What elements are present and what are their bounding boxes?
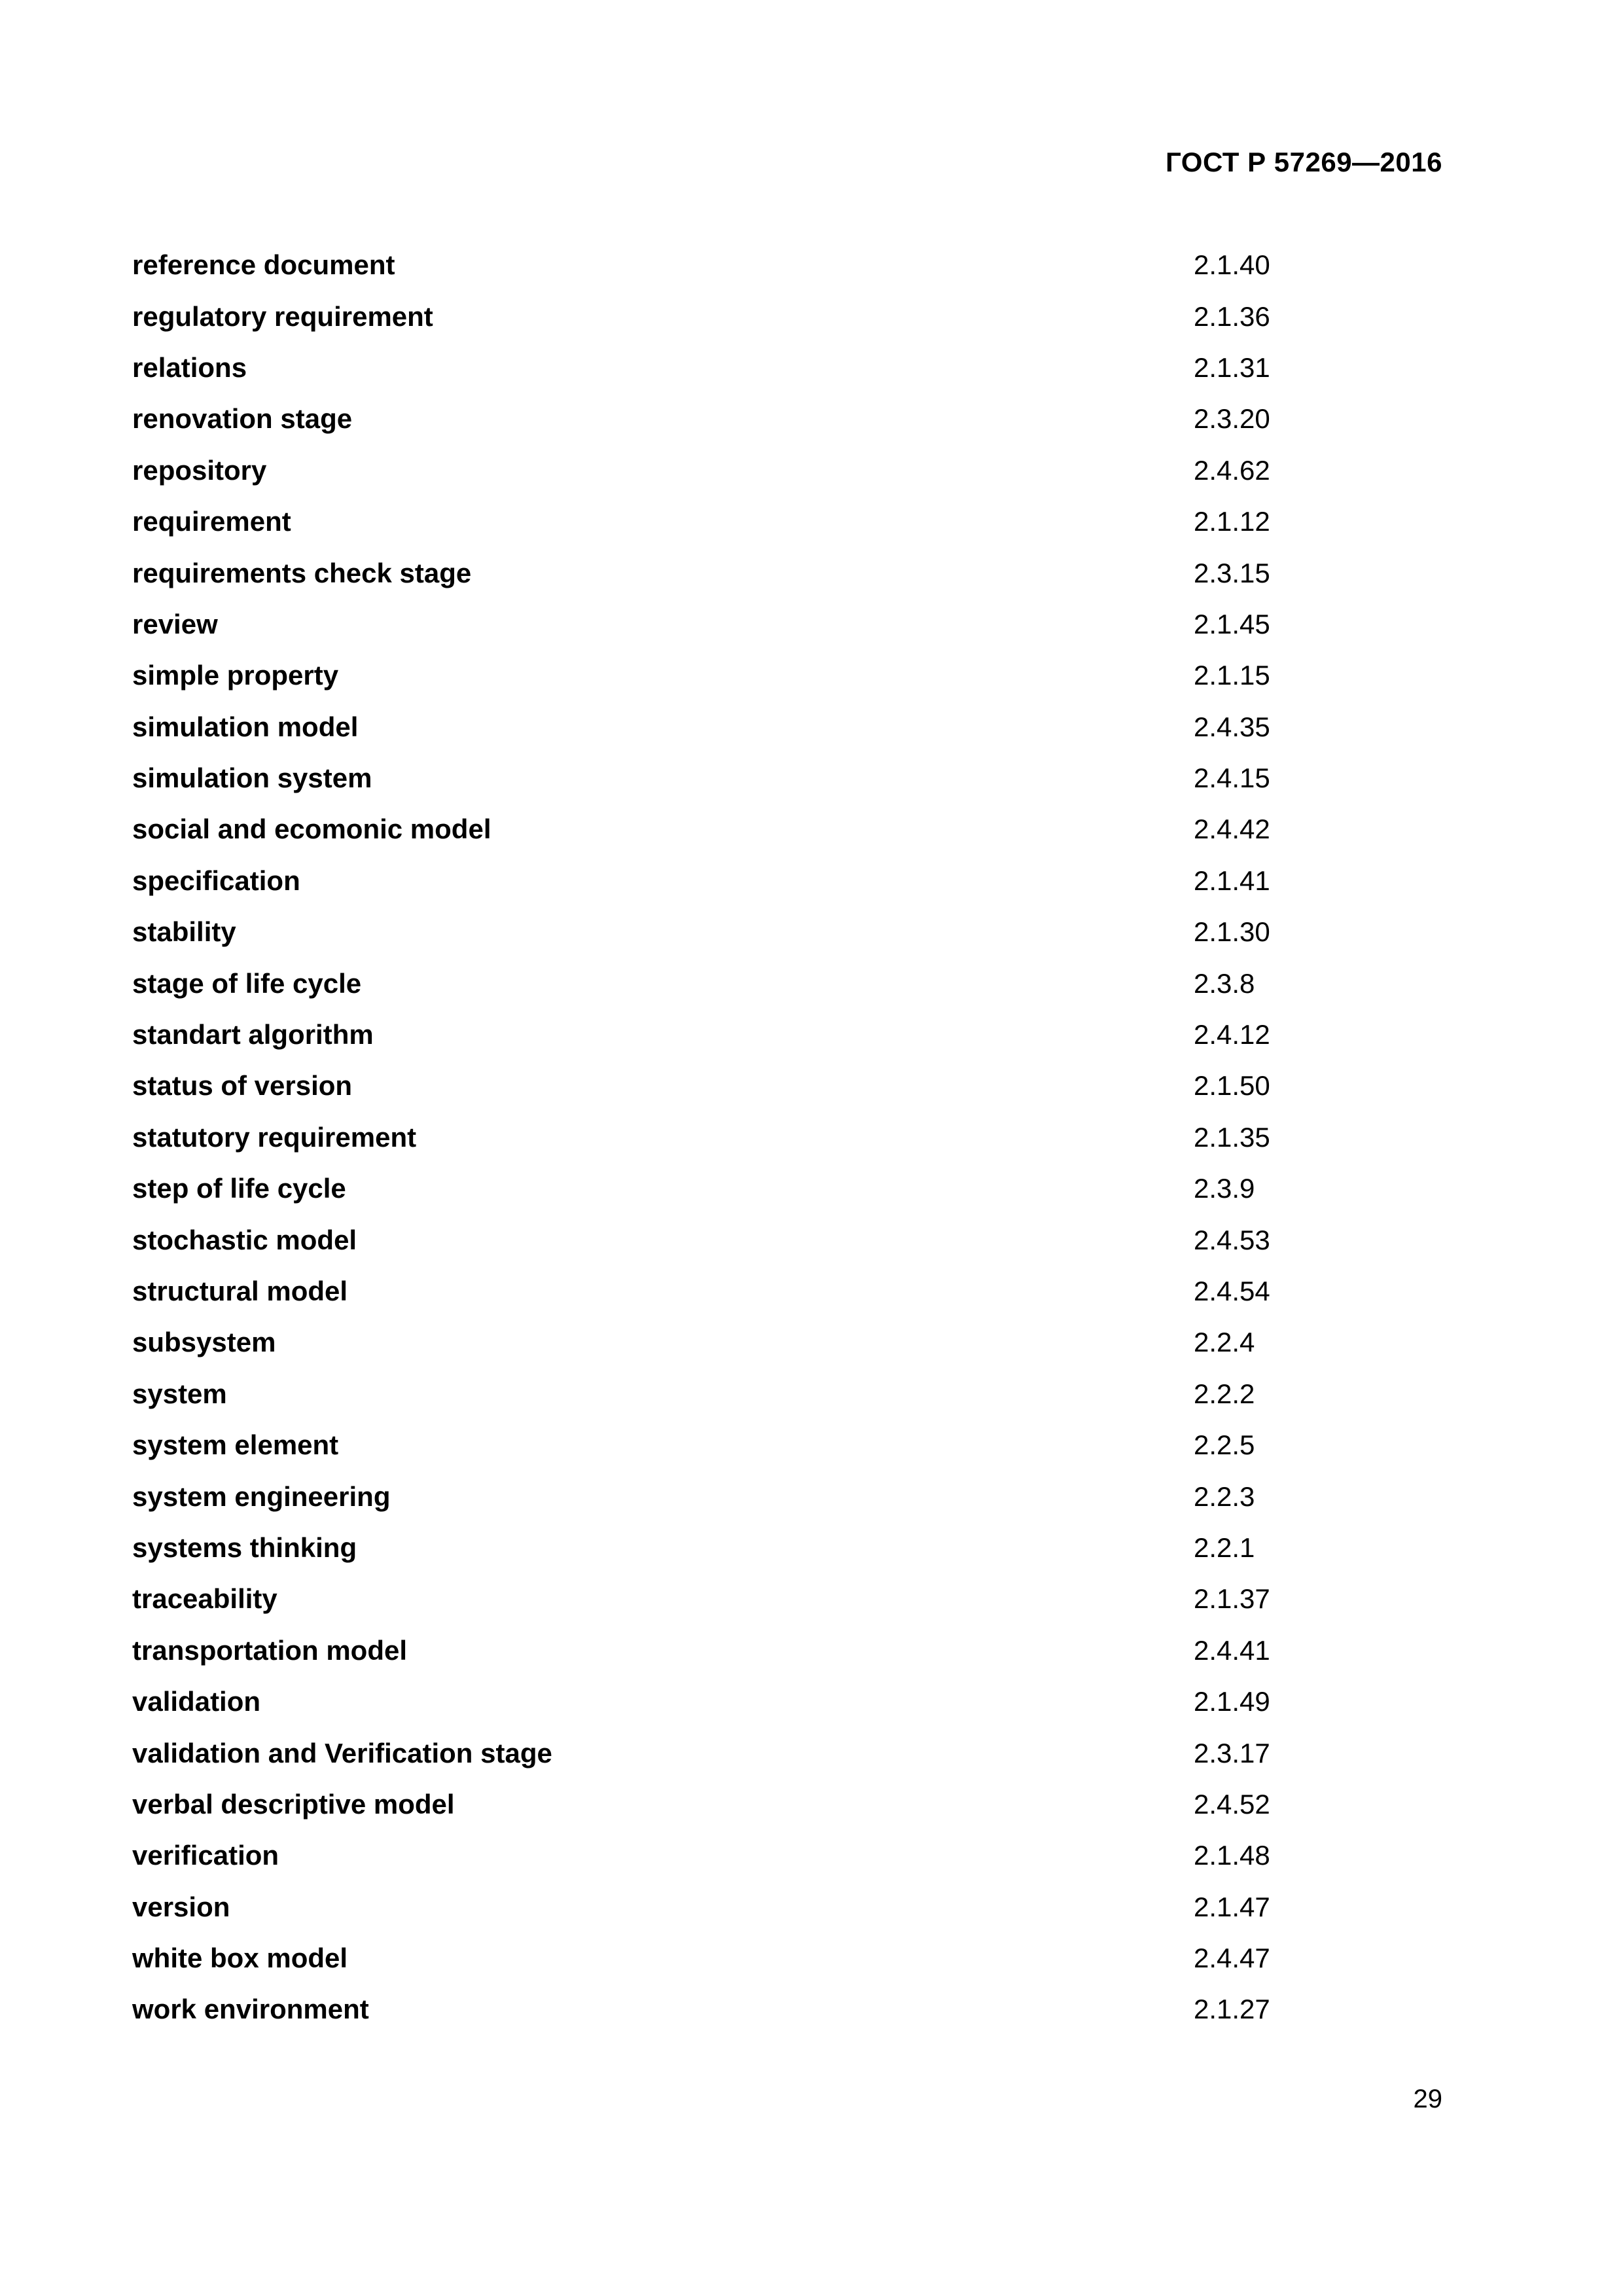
- index-term: stability: [132, 916, 236, 948]
- index-term: requirement: [132, 506, 291, 537]
- index-term: specification: [132, 865, 300, 896]
- index-ref: 2.3.20: [1194, 403, 1270, 435]
- index-term: social and ecomonic model: [132, 814, 491, 845]
- index-term: relations: [132, 351, 247, 383]
- index-ref: 2.4.15: [1194, 762, 1270, 794]
- index-row: [132, 1163, 1310, 1214]
- index-term: statutory requirement: [132, 1121, 417, 1153]
- index-term: subsystem: [132, 1327, 276, 1358]
- index-ref: 2.2.2: [1194, 1378, 1255, 1409]
- index-row: [132, 1009, 1310, 1060]
- index-ref: 2.1.35: [1194, 1121, 1270, 1153]
- index-ref: 2.2.4: [1194, 1327, 1255, 1358]
- index-row: [132, 342, 1310, 393]
- page-header-standard-id: ГОСТ Р 57269—2016: [1166, 147, 1442, 177]
- index-term: structural model: [132, 1276, 348, 1306]
- index-ref: 2.4.54: [1194, 1276, 1270, 1306]
- index-ref: 2.1.30: [1194, 916, 1270, 948]
- index-row: [132, 1266, 1310, 1317]
- index-term: review: [132, 608, 218, 639]
- index-term: work environment: [132, 1994, 369, 2025]
- index-ref: 2.1.37: [1194, 1583, 1270, 1615]
- index-row: [132, 547, 1310, 598]
- index-row: [132, 1573, 1310, 1624]
- index-term: renovation stage: [132, 403, 353, 435]
- index-term: stochastic model: [132, 1224, 357, 1255]
- index-row: [132, 1214, 1310, 1265]
- index-row: [132, 804, 1310, 855]
- index-ref: 2.2.5: [1194, 1429, 1255, 1461]
- index-ref: 2.1.48: [1194, 1840, 1270, 1871]
- index-term: verification: [132, 1840, 279, 1871]
- index-row: [132, 1317, 1310, 1368]
- index-row: [132, 855, 1310, 906]
- index-ref: 2.4.41: [1194, 1634, 1270, 1666]
- index-row: [132, 650, 1310, 701]
- index-ref: 2.1.36: [1194, 300, 1270, 332]
- index-row: [132, 1984, 1310, 2035]
- index-term: simple property: [132, 660, 339, 691]
- index-row: [132, 1369, 1310, 1420]
- index-row: [132, 1060, 1310, 1111]
- index-row: [132, 753, 1310, 804]
- index-term: repository: [132, 454, 267, 486]
- index-row: [132, 1830, 1310, 1881]
- index-term: reference document: [132, 249, 395, 281]
- index-term: validation: [132, 1686, 261, 1717]
- index-ref: 2.1.50: [1194, 1070, 1270, 1102]
- index-term: system: [132, 1378, 227, 1409]
- index-ref: 2.2.3: [1194, 1480, 1255, 1512]
- index-row: [132, 445, 1310, 496]
- index-ref: 2.1.45: [1194, 608, 1270, 639]
- index-ref: 2.1.40: [1194, 249, 1270, 281]
- index-ref: 2.3.15: [1194, 557, 1270, 588]
- index-row: [132, 1933, 1310, 1984]
- index-term: status of version: [132, 1070, 353, 1102]
- index-term: version: [132, 1891, 230, 1922]
- index-term: system engineering: [132, 1480, 391, 1512]
- index-ref: 2.4.52: [1194, 1788, 1270, 1820]
- index-ref: 2.1.47: [1194, 1891, 1270, 1922]
- index-row: [132, 393, 1310, 444]
- index-term: regulatory requirement: [132, 300, 433, 332]
- index-ref: 2.3.9: [1194, 1173, 1255, 1204]
- index-term: white box model: [132, 1943, 348, 1974]
- index-term: simulation system: [132, 762, 372, 794]
- index-ref: 2.1.15: [1194, 660, 1270, 691]
- index-row: [132, 599, 1310, 650]
- index-ref: 2.4.35: [1194, 711, 1270, 742]
- term-index-list: [132, 240, 1310, 2036]
- page-number: 29: [1413, 2085, 1442, 2113]
- index-ref: 2.4.12: [1194, 1019, 1270, 1050]
- index-row: [132, 1882, 1310, 1933]
- index-ref: 2.4.53: [1194, 1224, 1270, 1255]
- index-row: [132, 240, 1310, 291]
- index-term: verbal descriptive model: [132, 1788, 455, 1820]
- index-ref: 2.4.62: [1194, 454, 1270, 486]
- index-term: system element: [132, 1429, 339, 1461]
- index-row: [132, 1625, 1310, 1676]
- index-ref: 2.1.27: [1194, 1994, 1270, 2025]
- index-term: validation and Verification stage: [132, 1737, 552, 1768]
- index-ref: 2.1.41: [1194, 865, 1270, 896]
- index-row: [132, 1471, 1310, 1522]
- index-row: [132, 1676, 1310, 1727]
- index-ref: 2.3.17: [1194, 1737, 1270, 1768]
- index-row: [132, 1779, 1310, 1830]
- index-term: simulation model: [132, 711, 359, 742]
- index-ref: 2.3.8: [1194, 967, 1255, 999]
- index-ref: 2.2.1: [1194, 1532, 1255, 1563]
- index-row: [132, 906, 1310, 958]
- index-term: systems thinking: [132, 1532, 357, 1563]
- index-row: [132, 496, 1310, 547]
- index-ref: 2.1.49: [1194, 1686, 1270, 1717]
- index-row: [132, 958, 1310, 1009]
- index-term: transportation model: [132, 1634, 408, 1666]
- index-row: [132, 702, 1310, 753]
- index-term: traceability: [132, 1583, 277, 1615]
- index-ref: 2.1.31: [1194, 351, 1270, 383]
- index-ref: 2.4.42: [1194, 814, 1270, 845]
- index-row: [132, 291, 1310, 342]
- index-row: [132, 1522, 1310, 1573]
- index-row: [132, 1420, 1310, 1471]
- index-row: [132, 1727, 1310, 1778]
- index-ref: 2.4.47: [1194, 1943, 1270, 1974]
- index-ref: 2.1.12: [1194, 506, 1270, 537]
- index-term: stage of life cycle: [132, 967, 362, 999]
- index-term: step of life cycle: [132, 1173, 346, 1204]
- index-row: [132, 1112, 1310, 1163]
- index-term: requirements check stage: [132, 557, 472, 588]
- index-term: standart algorithm: [132, 1019, 374, 1050]
